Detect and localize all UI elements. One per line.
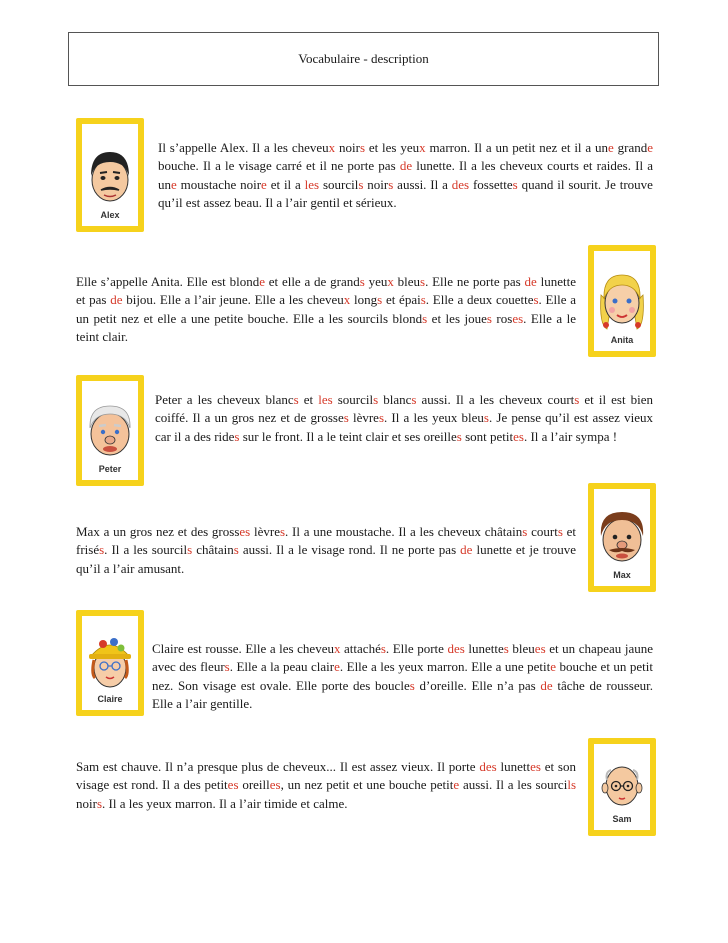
highlighted-ending: es [239,524,251,539]
highlighted-ending: s [233,542,239,558]
text-segment: aussi. Il a les sourci [459,777,568,793]
text-segment: aussi. Il a le visage rond. Il ne porte pas [238,542,461,558]
text-segment: . Elle a les yeux marron. Elle a une petit [339,659,551,675]
text-segment: . Elle a un petit nez et elle a une petite bouche. Elle a les sourcils blond [76,292,576,326]
text-segment: yeu [364,274,388,289]
text-segment: moustache noir [176,176,262,192]
text-segment: oreill [238,777,270,793]
text-segment: aussi. Il a [393,176,452,192]
highlighted-ending: s [359,140,365,155]
highlighted-ending: s [411,392,417,407]
text-segment: et frisé [76,524,577,558]
text-segment: , un nez petit et une bouche petit [280,777,454,793]
highlighted-ending: de [524,274,537,289]
highlighted-ending: e [259,274,265,289]
card-name-peter: Peter [98,464,122,474]
text-segment: lunette [464,641,504,656]
anita-face-icon [595,265,649,333]
highlighted-ending: s [358,176,364,192]
title-box [68,32,659,86]
text-segment: . Elle ne porte pas [425,274,525,289]
text-segment: sur le front. Il a le teint clair et ses oreille [239,428,457,444]
description-anita [76,273,576,346]
highlighted-ending: es [512,310,524,326]
highlighted-ending: es [534,641,546,656]
highlighted-ending: es [269,777,281,793]
portrait-card-claire [76,610,144,716]
text-segment: sont petit [461,428,514,444]
highlighted-ending: s [422,310,428,326]
text-segment: Claire est rousse. Elle a les cheveu [152,641,334,656]
highlighted-ending: s [99,542,105,558]
card-name-sam: Sam [612,814,632,824]
highlighted-ending: x [328,140,336,155]
highlighted-ending: des [451,176,470,192]
text-segment: aussi. Il a les cheveux court [416,392,575,407]
highlighted-ending: s [574,392,580,407]
text-segment: et il a [266,176,305,192]
text-segment: . Elle a le teint clair. [76,310,576,344]
page-title: Vocabulaire - description [298,51,429,66]
text-segment: et épai [382,292,421,308]
text-segment: court [527,524,558,539]
card-name-anita: Anita [610,335,634,345]
text-segment: . Elle a deux couette [425,292,534,308]
highlighted-ending: s [359,274,365,289]
text-segment: bleu [508,641,535,656]
text-segment: . Elle porte [385,641,448,656]
portrait-card-anita [588,245,656,357]
description-sam [76,758,576,813]
text-segment: lèvre [348,410,379,426]
highlighted-ending: s [486,310,492,326]
text-segment: Max a un gros nez et des gross [76,524,240,539]
highlighted-ending: e [647,140,653,155]
description-peter [155,391,653,446]
highlighted-ending: les [304,176,320,192]
highlighted-ending: de [110,292,123,308]
text-segment: sourcil [332,392,374,407]
highlighted-ending: s [503,641,509,656]
highlighted-ending: de [460,542,473,558]
peter-face-icon [83,396,137,462]
highlighted-ending: x [419,140,426,155]
text-segment: . Il a les sourcil [104,542,188,558]
highlighted-ending: s [373,392,379,407]
card-name-claire: Claire [97,694,123,704]
highlighted-ending: e [550,659,557,675]
highlighted-ending: e [453,777,460,793]
text-segment: . Il a les yeux bleu [384,410,484,426]
text-segment: blanc [378,392,412,407]
text-segment: Il s’appelle Alex. Il a les cheveu [158,140,329,155]
description-claire [152,640,653,713]
highlighted-ending: s [557,524,563,539]
text-segment: sourcil [319,176,359,192]
text-segment: et elle a de grand [264,274,360,289]
max-face-icon [595,504,649,568]
highlighted-ending: e [171,176,177,192]
highlighted-ending: s [420,292,426,308]
highlighted-ending: des [479,759,497,774]
text-segment: grand [613,140,648,155]
text-segment: marron. Il a un petit nez et il a un [425,140,608,155]
description-max [76,523,576,578]
text-segment: lunette. Il a les cheveux courts et raides. Il a un [158,158,653,192]
highlighted-ending: s [224,659,230,675]
highlighted-ending: e [334,659,340,675]
text-segment: bleu [393,274,421,289]
text-segment: lunett [496,759,531,774]
text-segment: fossette [469,176,513,192]
highlighted-ending: s [420,274,426,289]
text-segment: et les joue [427,310,487,326]
highlighted-ending: ls [567,777,576,793]
card-name-max: Max [613,570,631,580]
text-segment: et [298,392,319,407]
description-alex [158,139,653,212]
alex-face-icon [83,140,137,208]
portrait-card-max [588,483,656,592]
highlighted-ending: s [512,176,518,192]
highlighted-ending: de [540,677,553,693]
portrait-card-sam [588,738,656,836]
portrait-card-alex [76,118,144,232]
text-segment: Elle s’appelle Anita. Elle est blond [76,274,260,289]
highlighted-ending: x [333,641,341,656]
text-segment: . Il a une moustache. Il a les cheveux châtain [285,524,523,539]
highlighted-ending: s [456,428,462,444]
text-segment: noir [363,176,389,192]
highlighted-ending: s [343,410,349,426]
highlighted-ending: s [380,641,386,656]
text-segment: long [350,292,378,308]
highlighted-ending: les [318,392,333,407]
text-segment: tâche de rousseur. Elle a l’air gentille. [152,677,653,711]
highlighted-ending: des [447,641,465,656]
text-segment: ros [491,310,513,326]
text-segment: noir [76,795,97,811]
card-name-alex: Alex [100,210,120,220]
highlighted-ending: s [388,176,394,192]
highlighted-ending: s [96,795,103,811]
highlighted-ending: s [409,677,415,693]
highlighted-ending: e [608,140,614,155]
highlighted-ending: es [513,428,524,444]
highlighted-ending: x [343,292,351,308]
highlighted-ending: s [187,542,193,558]
sam-face-icon [595,756,649,812]
portrait-card-peter [76,375,144,486]
text-segment: . Il a les yeux marron. Il a l’air timide et calme. [102,795,348,811]
text-segment: noir [335,140,360,155]
text-segment: lunette et je trouve qu’il a l’air amusant. [76,542,576,576]
highlighted-ending: s [234,428,240,444]
text-segment: et les yeu [365,140,420,155]
highlighted-ending: es [530,759,541,774]
text-segment: et il est bien coiffé. Il a un gros nez et de grosse [155,392,653,426]
text-segment: lèvre [250,524,280,539]
highlighted-ending: e [261,176,267,192]
claire-face-icon [83,630,137,692]
text-segment: Sam est chauve. Il n’a presque plus de cheveux... Il est assez vieux. Il porte [76,759,480,774]
highlighted-ending: es [227,777,239,793]
highlighted-ending: s [279,524,286,539]
text-segment: . Elle a la peau clair [229,659,335,675]
text-segment: Peter a les cheveux blanc [155,392,294,407]
text-segment: . Je pense qu’il est assez vieux car il a des ride [155,410,653,444]
highlighted-ending: s [293,392,299,407]
text-segment: bouche et un petit nez. Son visage est ovale. Elle porte des boucle [152,659,653,693]
highlighted-ending: s [377,292,383,308]
text-segment: attaché [340,641,381,656]
text-segment: lunette et pas [76,274,576,308]
text-segment: d’oreille. Elle n’a pas [414,677,541,693]
text-segment: bijou. Elle a l’air jeune. Elle a les cheveu [122,292,344,308]
highlighted-ending: s [483,410,489,426]
highlighted-ending: x [387,274,394,289]
text-segment: . Il a l’air sympa ! [523,428,618,444]
highlighted-ending: de [399,158,413,174]
highlighted-ending: s [522,524,528,539]
text-segment: quand il sourit. Je trouve qu’il est assez beau. Il a l’air gentil et sérieux. [158,176,653,210]
highlighted-ending: s [533,292,539,308]
text-segment: bouche. Il a le visage carré et il ne porte pas [158,158,400,174]
text-segment: châtain [192,542,234,558]
text-segment: et son visage est rond. Il a des petit [76,759,576,793]
text-segment: et un chapeau jaune avec des fleur [152,641,653,675]
highlighted-ending: s [378,410,384,426]
